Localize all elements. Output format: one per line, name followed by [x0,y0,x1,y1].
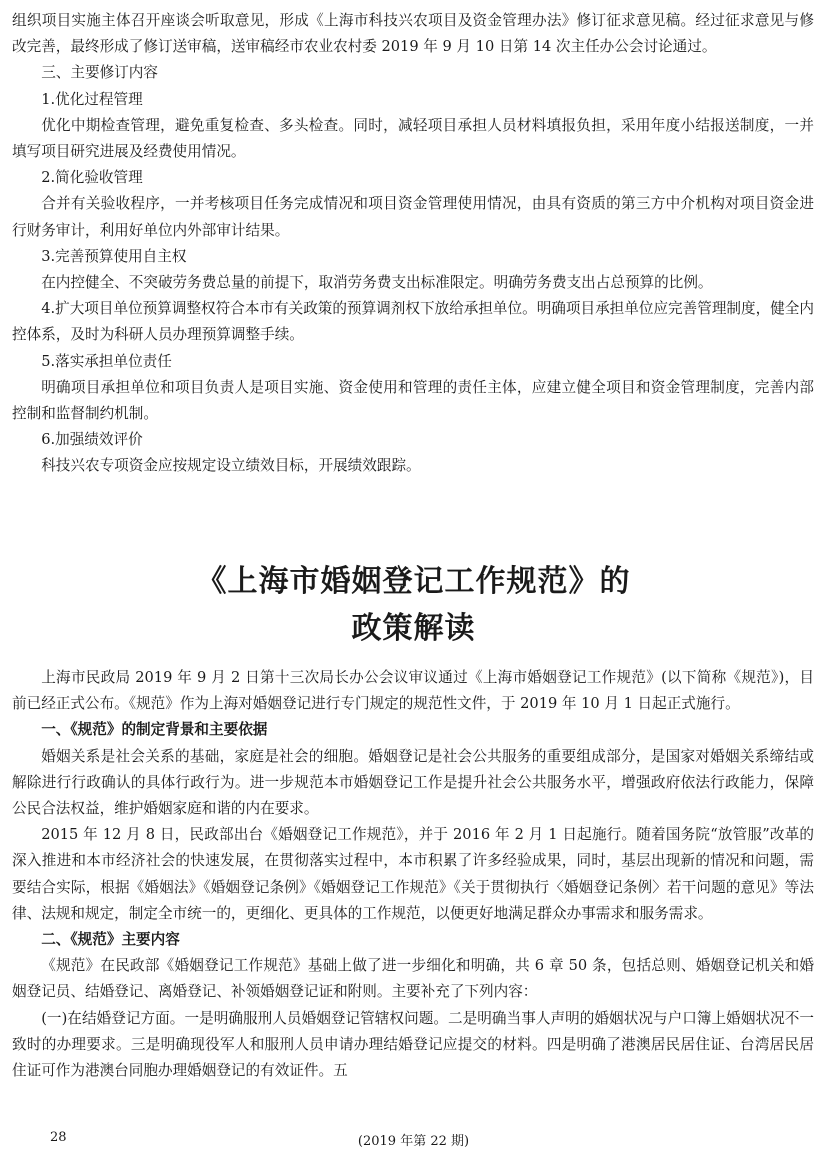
article-paragraph: 2015 年 12 月 8 日，民政部出台《婚姻登记工作规范》，并于 2016 年 2 月 1 日起施行。随着国务院“放管服”改革的深入推进和本市经济社会的快速发展，在贯彻落实过程中，本市积累了许多经验成果，同时，基层出现新的情况和问题，需要结合实际，根据《婚姻法》《婚姻登记条例》《婚姻登记工作规范》《关于贯彻执行〈婚姻登记条例〉若干问题的意见》等法律、法规和规定，制定全市统一的，更细化、更具体的工作规范，以便更好地满足群众办事需求和服务需求。 [12,826,814,922]
previous-article-continuation [12,8,814,480]
article-title-line-1: 《上海市婚姻登记工作规范》的 [196,564,631,599]
article-paragraph: (一)在结婚登记方面。一是明确服刑人员婚姻登记管辖权问题。二是明确当事人声明的婚姻状况与户口簿上婚姻状况不一致时的办理要求。三是明确现役军人和服刑人员申请办理结婚登记应提交的材料。四是明确了港澳居民居住证、台湾居民居住证可作为港澳台同胞办理婚姻登记的有效证件。五 [12,1009,814,1080]
article-title-line-2: 政策解读 [351,611,476,646]
body-paragraph: 三、主要修订内容 [41,64,158,82]
body-paragraph: 组织项目实施主体召开座谈会听取意见，形成《上海市科技兴农项目及资金管理办法》修订征求意见稿。经过征求意见与修改完善，最终形成了修订送审稿，送审稿经市农业农村委 2019 年 9 月 10 日第 14 次主任办公会讨论通过。 [12,12,814,56]
body-paragraph: 在内控健全、不突破劳务费总量的前提下，取消劳务费支出标准限定。明确劳务费支出占总预算的比例。 [41,274,713,292]
body-paragraph: 6.加强绩效评价 [41,431,143,449]
article-paragraph: 一、《规范》的制定背景和主要依据 [41,721,268,739]
body-paragraph: 明确项目承担单位和项目负责人是项目实施、资金使用和管理的责任主体，应建立健全项目和资金管理制度，完善内部控制和监督制约机制。 [12,378,814,423]
body-paragraph: 1.优化过程管理 [41,90,143,108]
body-paragraph: 5.落实承担单位责任 [41,352,172,370]
body-paragraph: 优化中期检查管理，避免重复检查、多头检查。同时，减轻项目承担人员材料填报负担，采用年度小结报送制度，一并填写项目研究进展及经费使用情况。 [12,116,814,161]
article-paragraph: 二、《规范》主要内容 [41,931,180,949]
article-body [12,665,814,1084]
body-paragraph: 4.扩大项目单位预算调整权符合本市有关政策的预算调剂权下放给承担单位。明确项目承担单位应完善管理制度，健全内控体系，及时为科研人员办理预算调整手续。 [12,300,814,344]
body-paragraph: 2.简化验收管理 [41,169,143,187]
body-paragraph: 科技兴农专项资金应按规定设立绩效目标，开展绩效跟踪。 [41,457,421,475]
body-paragraph: 合并有关验收程序，一并考核项目任务完成情况和项目资金管理使用情况，由具有资质的第三方中介机构对项目资金进行财务审计，利用好单位内外部审计结果。 [12,195,814,239]
article-paragraph: 上海市民政局 2019 年 9 月 2 日第十三次局长办公会议审议通过《上海市婚姻登记工作规范》(以下简称《规范》)，目前已经正式公布。《规范》作为上海对婚姻登记进行专门规定的规范性文件，于 2019 年 10 月 1 日起正式施行。 [12,669,814,713]
body-paragraph: 3.完善预算使用自主权 [41,247,187,265]
page-number: 28 [50,1130,67,1145]
article-paragraph: 《规范》在民政部《婚姻登记工作规范》基础上做了进一步细化和明确，共 6 章 50 条，包括总则、婚姻登记机关和婚姻登记员、结婚登记、离婚登记、补领婚姻登记证和附则。主要补充了下列内容： [12,957,814,1001]
issue-label: (2019 年第 22 期) [357,1134,470,1149]
article-paragraph: 婚姻关系是社会关系的基础，家庭是社会的细胞。婚姻登记是社会公共服务的重要组成部分，是国家对婚姻关系缔结或解除进行行政确认的具体行政行为。进一步规范本市婚姻登记工作是提升社会公共服务水平，增强政府依法行政能力，保障公民合法权益，维护婚姻家庭和谐的内在要求。 [12,747,814,818]
